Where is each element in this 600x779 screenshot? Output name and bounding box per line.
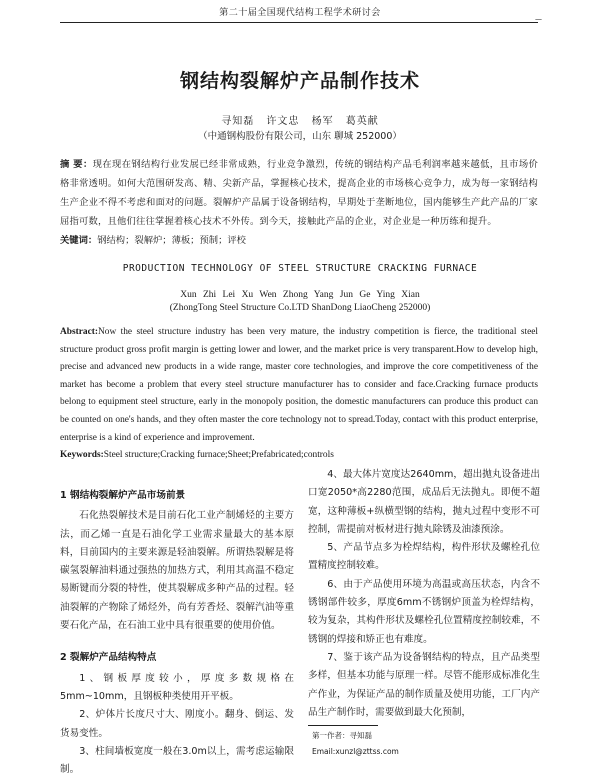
abstract-cn-text: 现在现在钢结构行业发展已经非常成熟，行业竞争激烈，传统的钢结构产品毛利润率越来越低，且市场价格非常透明。如何大范围研发高、精、尖新产品，掌握核心技术，提高企业的市场核心竞争力，成为每一家钢结构生产企业不得不考虑和面对的问题。裂解炉产品属于设备钢结构，早期处于垄断地位，国内能够生产此产品的厂家屈指可数，且他们往往掌握着核心技术不外传。到今天，接触此产品的企业，对企业是一种历练和提升。 <box>60 159 538 227</box>
section-1-paragraph: 石化热裂解技术是目前石化工业产制烯烃的主要方法，而乙烯一直是石油化学工业需求量最大的基本原料，目前国内的主要来源是轻油裂解。所谓热裂解是将碳氢裂解油料通过强热的加热方式，利用其高温不稳定易断键而分裂的特性，使其裂解成多种产品的过程。轻油裂解的产物除了烯烃外，尚有芳香烃、裂解汽油等重要石化产品，在石油工业中具有很重要的使用价值。 <box>60 510 294 632</box>
keywords-en-text: Steel structure;Cracking furnace;Sheet;Prefabricated;controls <box>103 450 334 460</box>
abstract-en-label: Abstract: <box>60 327 99 337</box>
footnote-rule <box>308 725 378 726</box>
section-1-heading: 1 钢结构裂解炉产品市场前景 <box>60 490 186 501</box>
section-gap <box>60 635 294 649</box>
authors-cn: 寻知磊 许文忠 杨军 葛英献 <box>221 116 379 127</box>
keywords-cn-text: 钢结构；裂解炉；薄板；预制；评校 <box>97 235 246 246</box>
abstract-cn-label: 摘 要： <box>60 159 93 170</box>
authors-en: Xun Zhi Lei Xu Wen Zhong Yang Jun Ge Ying Xian <box>180 290 420 300</box>
abstract-cn <box>60 155 538 231</box>
footnote-author: 第一作者：寻知磊 <box>312 731 372 740</box>
section-2-heading: 2 裂解炉产品结构特点 <box>60 652 157 664</box>
header-rule <box>60 22 538 23</box>
paper-title-cn: 钢结构裂解炉产品制作技术 <box>179 70 420 92</box>
footnote <box>312 728 538 760</box>
list-item: 3、柱间墙板宽度一般在3.0m以上，需考虑运输限制。 <box>60 745 294 776</box>
keywords-en-label: Keywords: <box>60 450 104 460</box>
right-column <box>308 466 540 722</box>
list-item: 5、产品节点多为栓焊结构，构件形状及螺栓孔位置精度控制较难。 <box>308 542 540 572</box>
keywords-cn-label: 关键词： <box>60 235 98 246</box>
affiliation-cn: （中通钢构股份有限公司，山东 聊城 252000） <box>198 131 402 142</box>
affiliation-en: (ZhongTong Steel Structure Co.LTD ShanDong LiaoCheng 252000) <box>169 303 431 313</box>
paper-title-en: PRODUCTION TECHNOLOGY OF STEEL STRUCTURE CRACKING FURNACE <box>122 263 478 274</box>
list-item: 6、由于产品使用环境为高温或高压状态，内含不锈钢部件较多，厚度6mm不锈钢炉顶盖为栓焊结构，较为复杂，其构件形状及螺栓孔位置精度控制较难，不锈钢的焊接和矫正也有难度。 <box>308 578 540 645</box>
list-item: 7、鉴于该产品为设备钢结构的特点，且产品类型多样，但基本功能与原理一样。尽管不能形成标准化生产作业，为保证产品的制作质量及使用功能，工厂内产品生产制作时，需要做到最大化预制， <box>308 651 540 718</box>
abstract-en <box>60 324 538 447</box>
keywords-en <box>60 447 538 463</box>
running-header: 第二十届全国现代结构工程学术研讨会 <box>219 8 381 18</box>
footnote-email: Email:xunzl@zttss.com <box>312 747 399 756</box>
keywords-cn <box>60 231 538 250</box>
header-mark: — <box>535 15 542 23</box>
list-item: 2、炉体片长度尺寸大、刚度小。翻身、倒运、发货易变性。 <box>60 709 294 739</box>
left-column <box>60 487 294 779</box>
list-item: 4、最大体片宽度达2640mm，超出抛丸设备进出口宽2050*高2280范围，成品后无法抛丸。即便不超宽，这种薄板+纵横型钢的结构，抛丸过程中变形不可控制，需提前对板材进行抛丸除锈及油漆预涂。 <box>308 469 540 535</box>
list-item: 1、钢板厚度较小，厚度多数规格在5mm~10mm，且钢板种类使用开平板。 <box>60 672 294 702</box>
abstract-en-text: Now the steel structure industry has been very mature, the industry competition is fierce, the traditional steel structure product gross profit margin is getting lower and lower, and the market price is very transparent.How to develop high, precise and advanced new products in a wide range, master core technologies, and improve the core competitiveness of the market has become a problem that every steel structure manufacturer has to consider and face.Cracking furnace products belong to equipment steel structure, early in the monopoly position, the domestic manufacturers can produce this product can be counted on one's hands, and they often master the core technology not to spread.Today, contact with this product enterprise, enterprise is a kind of experience and improvement. <box>60 327 538 443</box>
